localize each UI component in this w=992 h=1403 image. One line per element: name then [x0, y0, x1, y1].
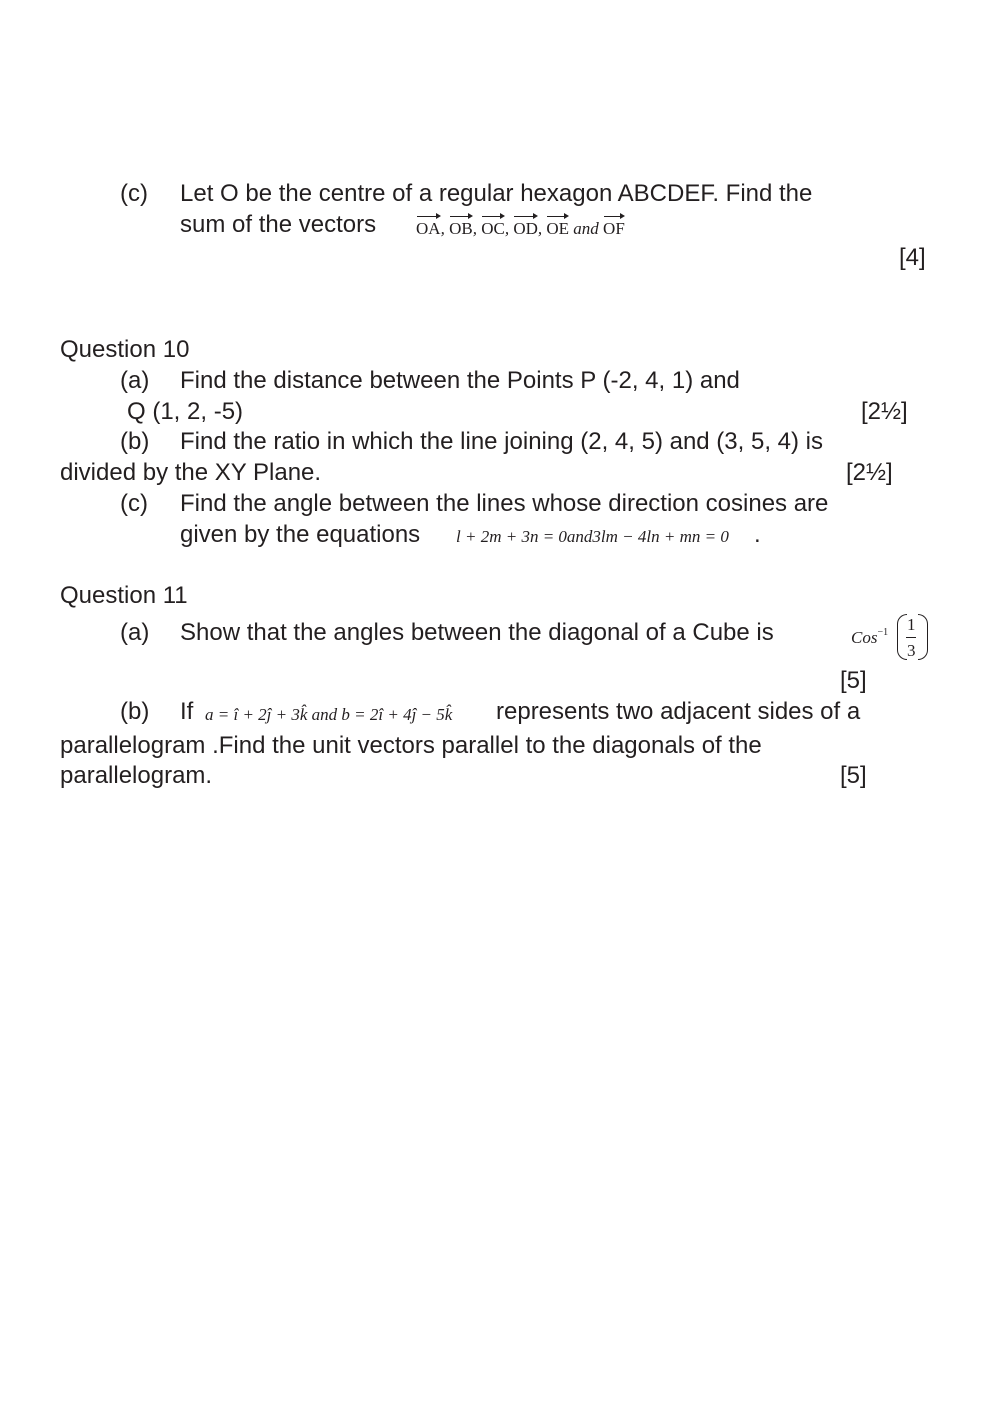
q10c-line-2: given by the equations	[180, 521, 421, 548]
q10b-line-1: Find the ratio in which the line joining (2, 4, 5) and (3, 5, 4) is	[180, 428, 824, 455]
vector-oc: OC	[481, 214, 505, 237]
fraction-numerator: 1	[907, 615, 916, 634]
vector-oe: OE	[546, 214, 569, 237]
q10b-label: (b)	[120, 428, 150, 455]
q11a-marks: [5]	[840, 667, 867, 694]
q11b-line-2: parallelogram .Find the unit vectors parallel to the diagonals of the	[60, 732, 762, 759]
vector-ob: OB	[449, 214, 473, 237]
q10c-line-1: Find the angle between the lines whose direction cosines are	[180, 490, 829, 517]
q9c-line-1: Let O be the centre of a regular hexagon ABCDEF. Find the	[180, 180, 813, 207]
q10c-label: (c)	[120, 490, 148, 517]
q11a-cos: Cos$^{-1}$	[851, 627, 889, 647]
q10a-line-2: Q (1, 2, -5)	[127, 398, 244, 425]
q10c-equation: l + 2m + 3n = 0and3lm − 4ln + mn = 0	[456, 527, 729, 546]
q9c-line-2: sum of the vectors	[180, 211, 377, 238]
q11a-label: (a)	[120, 619, 150, 646]
q9c-label: (c)	[120, 180, 148, 207]
vector-a-equation: a = î + 2ĵ + 3k̂	[205, 705, 308, 724]
and-word: and	[311, 705, 338, 724]
q9c-marks: [4]	[899, 244, 926, 271]
q11b-label: (b)	[120, 698, 150, 725]
q11b-line-3: parallelogram.	[60, 762, 213, 789]
q11b-vectors	[205, 706, 452, 723]
q11b-line-1: represents two adjacent sides of a	[496, 698, 861, 725]
q10a-label: (a)	[120, 367, 150, 394]
q10a-line-1: Find the distance between the Points P (-2, 4, 1) and	[180, 367, 740, 394]
fraction-bar	[906, 637, 916, 638]
q11-heading: Question 11	[60, 582, 188, 609]
vector-b-equation: b = 2î + 4ĵ − 5k̂	[341, 705, 453, 724]
q10-heading: Question 10	[60, 336, 190, 363]
q11b-if: If	[180, 698, 194, 725]
q10b-line-2: divided by the XY Plane.	[60, 459, 322, 486]
q9c-vectors: OA, OB, OC, OD, OE and OF	[416, 214, 625, 237]
vector-oa: OA	[416, 214, 441, 237]
vector-od: OD	[513, 214, 538, 237]
q11a-text: Show that the angles between the diagonal of a Cube is	[180, 619, 774, 646]
right-paren	[918, 614, 928, 660]
and-word: and	[573, 219, 599, 238]
q10b-marks: [2½]	[846, 459, 893, 486]
q11b-marks: [5]	[840, 762, 867, 789]
q10a-marks: [2½]	[861, 398, 908, 425]
vector-of: OF	[603, 214, 625, 237]
fraction-denominator: 3	[907, 641, 916, 660]
q10c-period: .	[754, 521, 761, 548]
